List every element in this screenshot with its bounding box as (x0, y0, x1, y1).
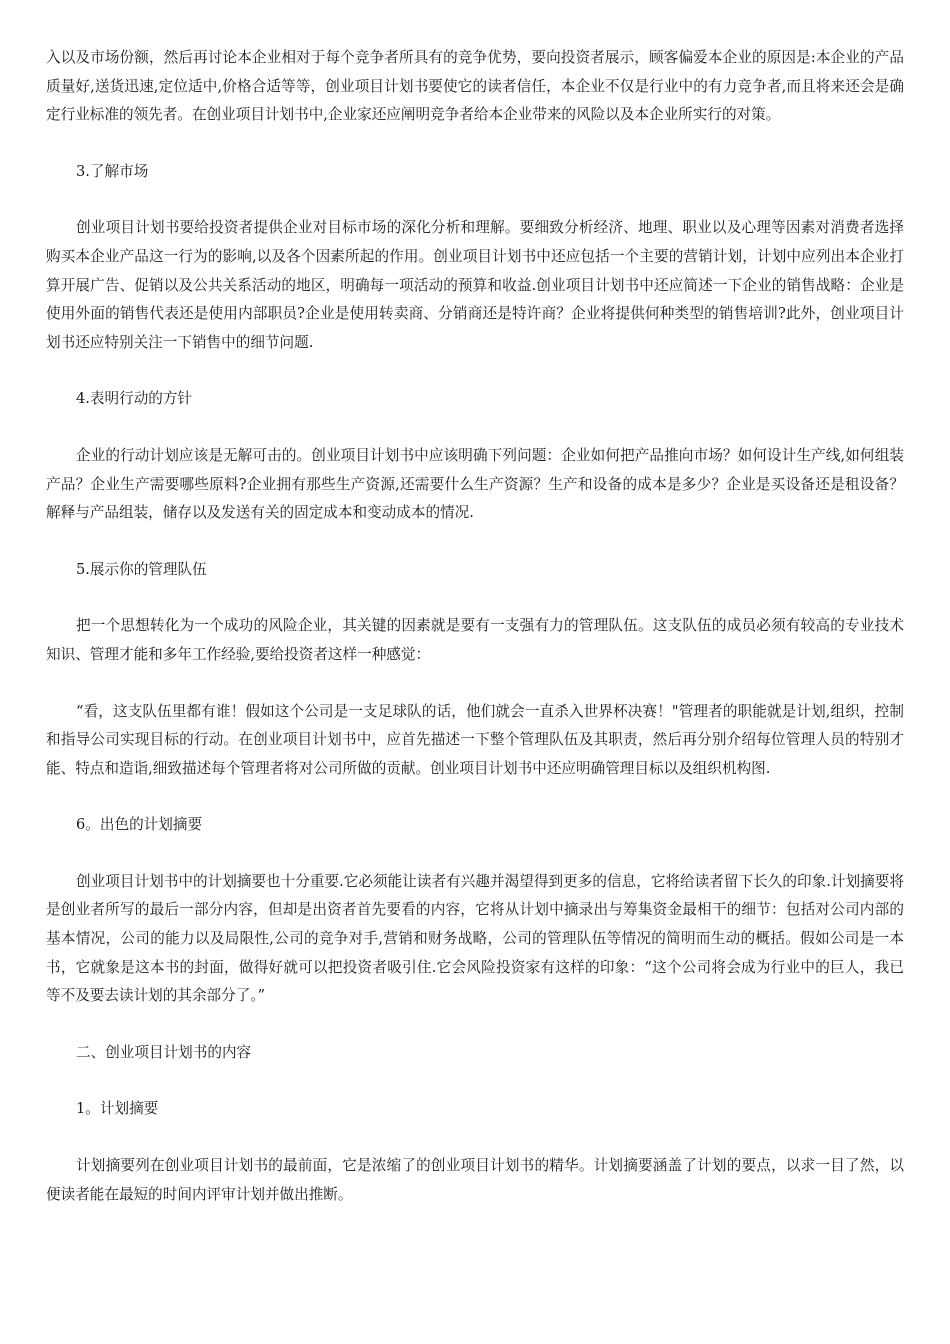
heading-action-policy: 4.表明行动的方针 (76, 390, 193, 408)
paragraph-plan-summary: 创业项目计划书中的计划摘要也十分重要.它必须能让读者有兴趣并渴望得到更多的信息，它将给读者留下长久的印象.计划摘要将是创业者所写的最后一部分内容，但却是出资者首先要看的内容，它将从计划中摘录出与筹集资金最相干的细节：包括对公司内部的基本情况，公司的能力以及局限性,公司的竞争对手,营销和财务战略，公司的管理队伍等情况的简明而生动的概括。假如公司是一本书，它就象是这本书的封面，做得好就可以把投资者吸引住.它会风险投资家有这样的印象：“这个公司将会成为行业中的巨人，我已等不及要去读计划的其余部分了。” (46, 872, 904, 1005)
heading-plan-contents: 二、创业项目计划书的内容 (76, 1043, 252, 1061)
paragraph-management-intro: 把一个思想转化为一个成功的风险企业，其关键的因素就是要有一支强有力的管理队伍。这支队伍的成员必须有较高的专业技术知识、管理才能和多年工作经验,要给投资者这样一种感觉： (46, 617, 904, 663)
paragraph-market: 创业项目计划书要给投资者提供企业对目标市场的深化分析和理解。要细致分析经济、地理、职业以及心理等因素对消费者选择购买本企业产品这一行为的影响,以及各个因素所起的作用。创业项目计划书中还应包括一个主要的营销计划，计划中应列出本企业打算开展广告、促销以及公共关系活动的地区，明确每一项活动的预算和收益.创业项目计划书中还应简述一下企业的销售战略：企业是使用外面的销售代表还是使用内部职员?企业是使用转卖商、分销商还是特许商？企业将提供何种类型的销售培训?此外，创业项目计划书还应特别关注一下销售中的细节问题. (46, 219, 904, 351)
paragraph-management-quote: “看，这支队伍里都有谁！假如这个公司是一支足球队的话，他们就会一直杀入世界杯决赛！"管理者的职能就是计划,组织，控制和指导公司实现目标的行动。在创业项目计划书中，应首先描述一下整个管理队伍及其职责，然后再分别介绍每位管理人员的特别才能、特点和造诣,细致描述每个管理者将对公司所做的贡献。创业项目计划书中还应明确管理目标以及组织机构图. (46, 702, 904, 777)
heading-plan-summary: 6。出色的计划摘要 (76, 816, 203, 834)
heading-summary-section: 1。计划摘要 (76, 1100, 159, 1118)
paragraph-competition: 入以及市场份额，然后再讨论本企业相对于每个竞争者所具有的竞争优势，要向投资者展示，顾客偏爱本企业的原因是:本企业的产品质量好,送货迅速,定位适中,价格合适等等，创业项目计划书要使它的读者信任，本企业不仅是行业中的有力竞争者,而且将来还会是确定行业标准的领先者。在创业项目计划书中,企业家还应阐明竞争者给本企业带来的风险以及本企业所实行的对策。 (46, 49, 904, 124)
document-page (46, 44, 904, 1237)
paragraph-action-plan: 企业的行动计划应该是无解可击的。创业项目计划书中应该明确下列问题：企业如何把产品推向市场？如何设计生产线,如何组装产品？企业生产需要哪些原料?企业拥有那些生产资源,还需要什么生产资源？生产和设备的成本是多少？企业是买设备还是租设备？解释与产品组装，储存以及发送有关的固定成本和变动成本的情况. (46, 446, 904, 522)
heading-management-team: 5.展示你的管理队伍 (76, 560, 207, 578)
heading-understand-market: 3.了解市场 (76, 162, 149, 180)
paragraph-summary-section: 计划摘要列在创业项目计划书的最前面，它是浓缩了的创业项目计划书的精华。计划摘要涵盖了计划的要点，以求一目了然，以便读者能在最短的时间内评审计划并做出推断。 (46, 1157, 904, 1203)
